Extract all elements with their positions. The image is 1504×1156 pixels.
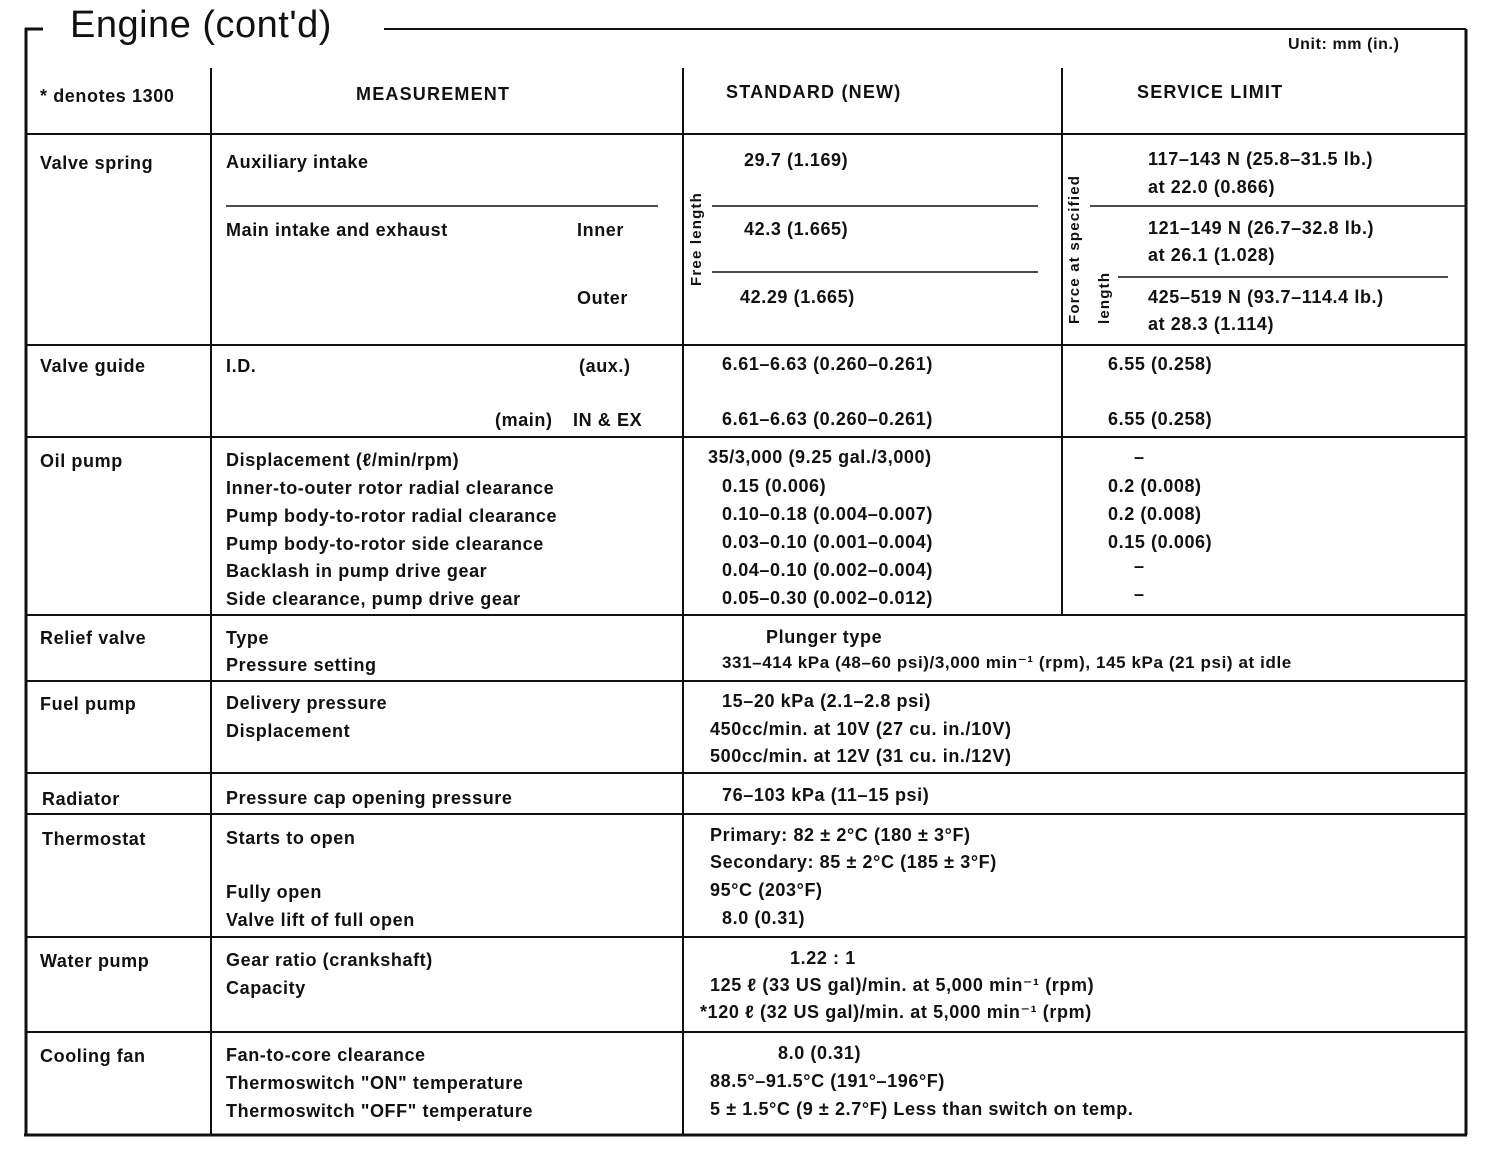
force-label: Force at specified xyxy=(1066,174,1083,324)
measure-outer: Outer xyxy=(577,288,629,308)
category-valve-guide: Valve guide xyxy=(40,356,146,376)
measure-aux: (aux.) xyxy=(579,356,631,376)
relief-pressure-value: 331–414 kPa (48–60 psi)/3,000 min⁻¹ (rpm), 145 kPa (21 psi) at idle xyxy=(722,653,1292,672)
category-radiator: Radiator xyxy=(42,789,120,809)
header-service-limit: SERVICE LIMIT xyxy=(1137,82,1284,102)
std-guide-aux: 6.61–6.63 (0.260–0.261) xyxy=(722,354,933,374)
measure-inner: Inner xyxy=(577,220,625,240)
thermostat-lift: Valve lift of full open xyxy=(226,910,415,930)
category-valve-spring: Valve spring xyxy=(40,153,154,173)
category-cooling-fan: Cooling fan xyxy=(40,1046,146,1066)
thermostat-fully: Fully open xyxy=(226,882,322,902)
fan-core-value: 8.0 (0.31) xyxy=(778,1043,862,1063)
water-capacity-value-1300: *120 ℓ (32 US gal)/min. at 5,000 min⁻¹ (rpm) xyxy=(700,1002,1092,1022)
oil-measure-5: Side clearance, pump drive gear xyxy=(226,589,521,609)
oil-std-5: 0.05–0.30 (0.002–0.012) xyxy=(722,588,933,608)
oil-measure-4: Backlash in pump drive gear xyxy=(226,561,488,581)
measure-aux-intake: Auxiliary intake xyxy=(226,152,369,172)
fan-off-value: 5 ± 1.5°C (9 ± 2.7°F) Less than switch on temp. xyxy=(710,1099,1134,1119)
fuel-delivery-value: 15–20 kPa (2.1–2.8 psi) xyxy=(722,691,931,711)
fuel-delivery: Delivery pressure xyxy=(226,693,388,713)
category-thermostat: Thermostat xyxy=(42,829,147,849)
oil-std-3: 0.03–0.10 (0.001–0.004) xyxy=(722,532,933,552)
thermostat-lift-value: 8.0 (0.31) xyxy=(722,908,806,928)
oil-lim-2: 0.2 (0.008) xyxy=(1108,504,1202,524)
fuel-displacement: Displacement xyxy=(226,721,351,741)
oil-std-1: 0.15 (0.006) xyxy=(722,476,827,496)
force-label-length: length xyxy=(1096,271,1113,324)
category-water-pump: Water pump xyxy=(40,951,150,971)
radiator-cap-value: 76–103 kPa (11–15 psi) xyxy=(722,785,930,805)
unit-label: Unit: mm (in.) xyxy=(1288,36,1400,53)
oil-std-2: 0.10–0.18 (0.004–0.007) xyxy=(722,504,933,524)
header-note: * denotes 1300 xyxy=(40,86,175,106)
lim-inner-force: 121–149 N (26.7–32.8 lb.) xyxy=(1148,218,1375,238)
thermostat-starts: Starts to open xyxy=(226,828,356,848)
oil-measure-3: Pump body-to-rotor side clearance xyxy=(226,534,544,554)
radiator-cap: Pressure cap opening pressure xyxy=(226,788,513,808)
thermostat-secondary: Secondary: 85 ± 2°C (185 ± 3°F) xyxy=(710,852,997,872)
free-length-label: Free length xyxy=(688,191,705,286)
page-title: Engine (cont'd) xyxy=(70,4,332,46)
lim-inner-length: at 26.1 (1.028) xyxy=(1148,245,1276,265)
oil-lim-5: – xyxy=(1134,584,1145,604)
relief-pressure: Pressure setting xyxy=(226,655,377,675)
category-oil-pump: Oil pump xyxy=(40,451,123,471)
lim-guide-main: 6.55 (0.258) xyxy=(1108,409,1213,429)
oil-lim-4: – xyxy=(1134,556,1145,576)
std-aux-intake: 29.7 (1.169) xyxy=(744,150,849,170)
fan-on-value: 88.5°–91.5°C (191°–196°F) xyxy=(710,1071,945,1091)
category-fuel-pump: Fuel pump xyxy=(40,694,137,714)
std-inner: 42.3 (1.665) xyxy=(744,219,849,239)
thermostat-fully-value: 95°C (203°F) xyxy=(710,880,823,900)
lim-outer-length: at 28.3 (1.114) xyxy=(1148,314,1275,334)
measure-in-ex: IN & EX xyxy=(573,410,643,430)
water-capacity: Capacity xyxy=(226,978,306,998)
water-capacity-value: 125 ℓ (33 US gal)/min. at 5,000 min⁻¹ (rpm) xyxy=(710,975,1095,995)
measure-id: I.D. xyxy=(226,356,257,376)
thermostat-primary: Primary: 82 ± 2°C (180 ± 3°F) xyxy=(710,825,971,845)
lim-aux-intake-force: 117–143 N (25.8–31.5 lb.) xyxy=(1148,149,1374,169)
oil-measure-1: Inner-to-outer rotor radial clearance xyxy=(226,478,555,498)
lim-aux-intake-length: at 22.0 (0.866) xyxy=(1148,177,1276,197)
oil-std-0: 35/3,000 (9.25 gal./3,000) xyxy=(708,447,932,467)
water-ratio: Gear ratio (crankshaft) xyxy=(226,950,433,970)
oil-measure-0: Displacement (ℓ/min/rpm) xyxy=(226,450,460,470)
oil-lim-1: 0.2 (0.008) xyxy=(1108,476,1202,496)
fan-core: Fan-to-core clearance xyxy=(226,1045,426,1065)
relief-type-value: Plunger type xyxy=(766,627,883,647)
oil-lim-0: – xyxy=(1134,447,1145,467)
fuel-disp-value-10v: 450cc/min. at 10V (27 cu. in./10V) xyxy=(710,719,1012,739)
oil-lim-3: 0.15 (0.006) xyxy=(1108,532,1213,552)
water-ratio-value: 1.22 : 1 xyxy=(790,948,856,968)
measure-main: (main) xyxy=(495,410,553,430)
category-relief-valve: Relief valve xyxy=(40,628,147,648)
header-measurement: MEASUREMENT xyxy=(356,84,511,104)
fan-on: Thermoswitch "ON" temperature xyxy=(226,1073,524,1093)
relief-type: Type xyxy=(226,628,270,648)
std-guide-main: 6.61–6.63 (0.260–0.261) xyxy=(722,409,933,429)
header-standard: STANDARD (NEW) xyxy=(726,82,902,102)
oil-measure-2: Pump body-to-rotor radial clearance xyxy=(226,506,558,526)
oil-std-4: 0.04–0.10 (0.002–0.004) xyxy=(722,560,933,580)
lim-outer-force: 425–519 N (93.7–114.4 lb.) xyxy=(1148,287,1384,307)
measure-main-intake-exhaust: Main intake and exhaust xyxy=(226,220,448,240)
fuel-disp-value-12v: 500cc/min. at 12V (31 cu. in./12V) xyxy=(710,746,1012,766)
fan-off: Thermoswitch "OFF" temperature xyxy=(226,1101,534,1121)
std-outer: 42.29 (1.665) xyxy=(740,287,855,307)
lim-guide-aux: 6.55 (0.258) xyxy=(1108,354,1213,374)
